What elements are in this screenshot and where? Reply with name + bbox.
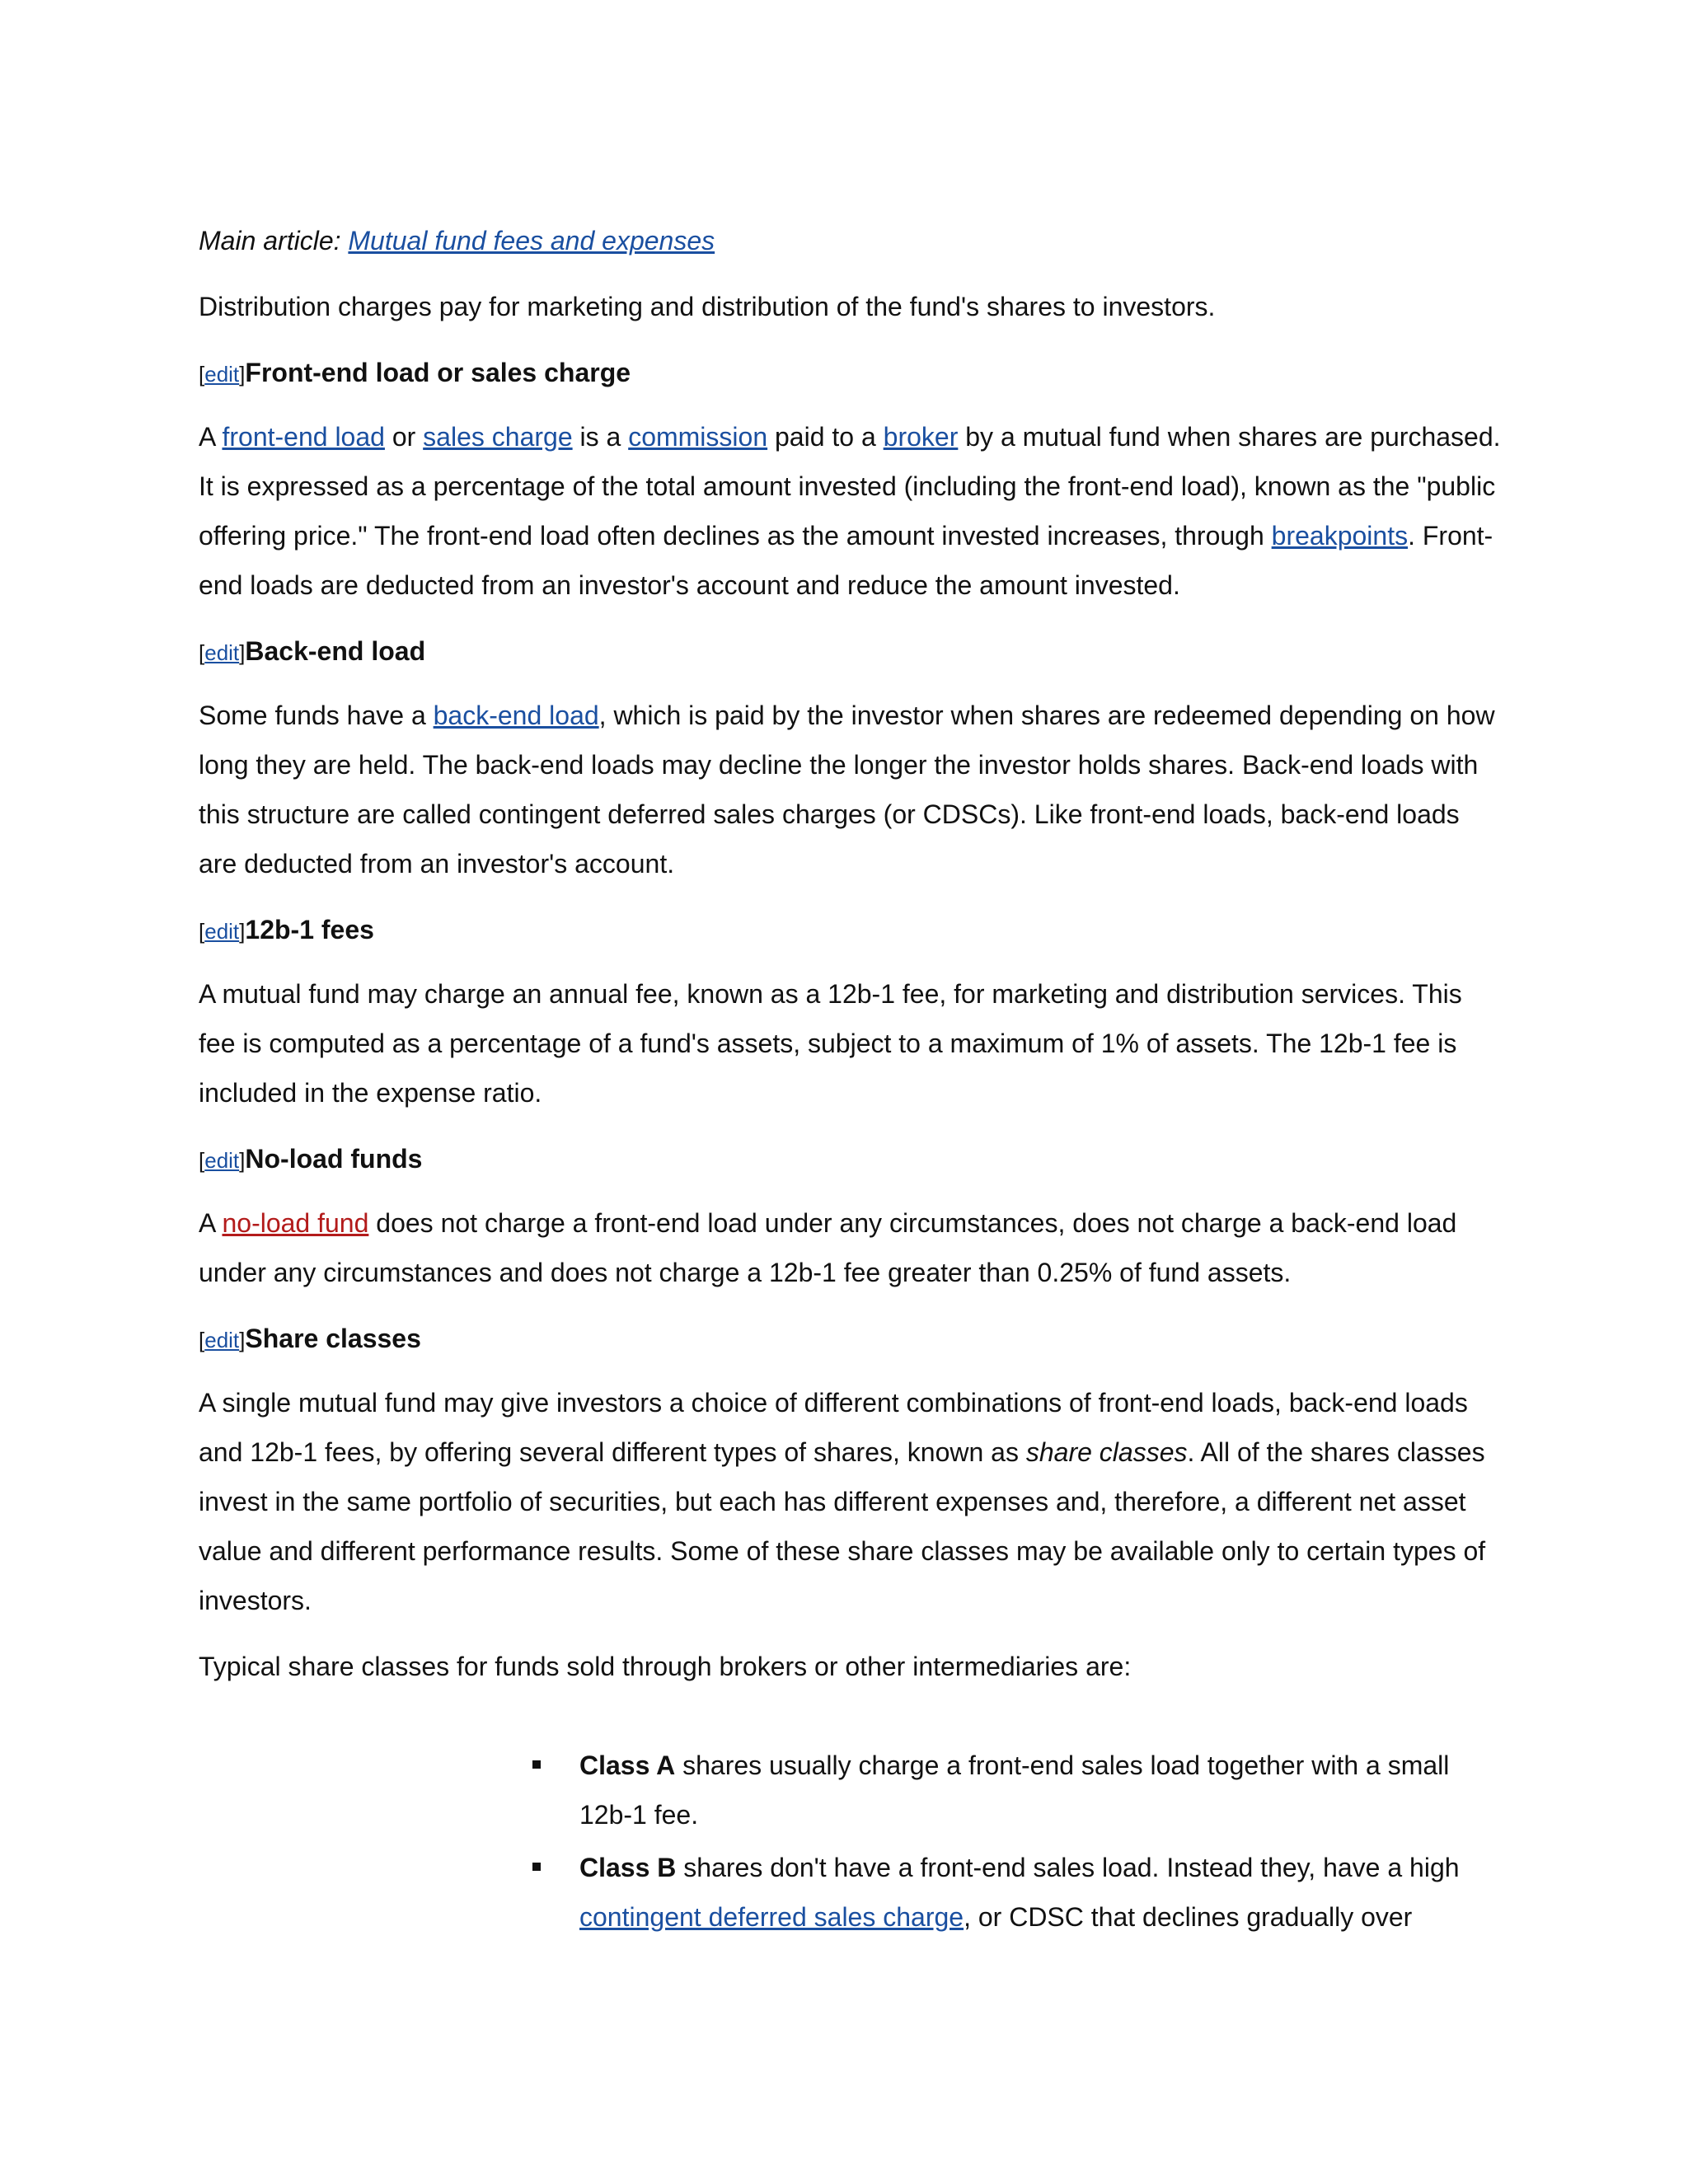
text-run: by a mutual fund when shares are purchased. It is expressed as a percentage of the total amount invested (including the front-end load), known as the "public offering price." The front-end load often declines as the amount invested increases, through: [199, 422, 1501, 551]
class-b-label: Class B: [579, 1853, 677, 1882]
text-run: A single mutual fund may give investors a choice of different combinations of front-end loads, back-end loads and 12b-1 fees, by offering several different types of shares, known as: [199, 1388, 1468, 1467]
text-run: . Front-end loads are deducted from an investor's account and reduce the amount invested.: [199, 521, 1493, 600]
edit-bracket: [edit]: [199, 362, 246, 387]
text-run: , which is paid by the investor when shares are redeemed depending on how long they are held. The back-end loads may decline the longer the investor holds shares. Back-end loads with this structure are called contingent deferred sales charges (or CDSCs). Like front-end loads, back-end loads are deducted from an investor's account.: [199, 701, 1495, 879]
edit-link-back-end[interactable]: edit: [204, 640, 240, 665]
typical-classes-intro: Typical share classes for funds sold through brokers or other intermediaries are:: [199, 1652, 1132, 1681]
text-run: . All of the shares classes invest in the same portfolio of securities, but each has different expenses and, therefore, a different net asset value and different performance results. Some of these share classes may be available only to certain types of investors.: [199, 1437, 1486, 1615]
list-item-class-b: [579, 1843, 1503, 1942]
no-load-fund-link[interactable]: no-load fund: [222, 1208, 369, 1238]
heading-text: Front-end load or sales charge: [245, 358, 631, 387]
heading-text: Share classes: [245, 1324, 421, 1353]
heading-front-end-load: [199, 348, 1501, 399]
text-run: is a: [572, 422, 629, 452]
front-end-paragraph: [199, 412, 1501, 610]
share-class-list: [199, 1741, 1503, 1942]
share-classes-term: share classes: [1025, 1437, 1188, 1467]
sales-charge-link[interactable]: sales charge: [423, 422, 573, 452]
heading-back-end-load: [199, 626, 1501, 677]
edit-bracket: [edit]: [199, 1148, 246, 1173]
article-page: [199, 216, 1501, 1945]
commission-link[interactable]: commission: [628, 422, 768, 452]
share-classes-paragraph: [199, 1378, 1501, 1625]
heading-text: 12b-1 fees: [245, 915, 374, 944]
text-run: Some funds have a: [199, 701, 434, 730]
text-run: A: [199, 1208, 223, 1238]
class-a-label: Class A: [579, 1750, 676, 1780]
no-load-paragraph: [199, 1198, 1501, 1297]
back-end-load-link[interactable]: back-end load: [433, 701, 599, 730]
class-a-text: shares usually charge a front-end sales load together with a small 12b-1 fee.: [579, 1750, 1450, 1830]
bullet-icon: [532, 1863, 541, 1871]
list-item-class-a: [579, 1741, 1503, 1840]
back-end-paragraph: [199, 691, 1501, 888]
heading-no-load-funds: [199, 1134, 1501, 1185]
edit-link-share-classes[interactable]: edit: [204, 1328, 240, 1352]
text-run: A: [199, 422, 223, 452]
edit-bracket: [edit]: [199, 1328, 246, 1352]
heading-text: Back-end load: [245, 636, 426, 666]
broker-link[interactable]: broker: [883, 422, 959, 452]
text-run: paid to a: [767, 422, 884, 452]
cdsc-link[interactable]: contingent deferred sales charge: [579, 1902, 964, 1932]
edit-link-no-load[interactable]: edit: [204, 1148, 240, 1173]
edit-link-12b1[interactable]: edit: [204, 919, 240, 944]
class-b-text-end: , or CDSC that declines gradually over: [964, 1902, 1413, 1932]
edit-bracket: [edit]: [199, 640, 246, 665]
text-run: does not charge a front-end load under any circumstances, does not charge a back-end load under any circumstances and does not charge a 12b-1 fee greater than 0.25% of fund assets.: [199, 1208, 1457, 1287]
heading-text: No-load funds: [245, 1144, 423, 1174]
bullet-icon: [532, 1760, 541, 1769]
text-run: or: [384, 422, 424, 452]
edit-link-front-end[interactable]: edit: [204, 362, 240, 387]
heading-12b1-fees: [199, 905, 1501, 956]
heading-share-classes: [199, 1314, 1501, 1365]
class-b-text: shares don't have a front-end sales load. Instead they, have a high: [676, 1853, 1460, 1882]
edit-bracket: [edit]: [199, 919, 246, 944]
front-end-load-link[interactable]: front-end load: [222, 422, 385, 452]
main-article-note: [199, 216, 1501, 265]
intro-paragraph: Distribution charges pay for marketing and distribution of the fund's shares to investors.: [199, 292, 1216, 321]
main-article-link[interactable]: Mutual fund fees and expenses: [348, 226, 715, 255]
breakpoints-link[interactable]: breakpoints: [1271, 521, 1409, 551]
fees-12b1-paragraph: A mutual fund may charge an annual fee, known as a 12b-1 fee, for marketing and distribution services. This fee is computed as a percentage of a fund's assets, subject to a maximum of 1% of assets. The 12b-1 fee is included in the expense ratio.: [199, 979, 1462, 1108]
main-article-prefix: Main article:: [199, 226, 349, 255]
